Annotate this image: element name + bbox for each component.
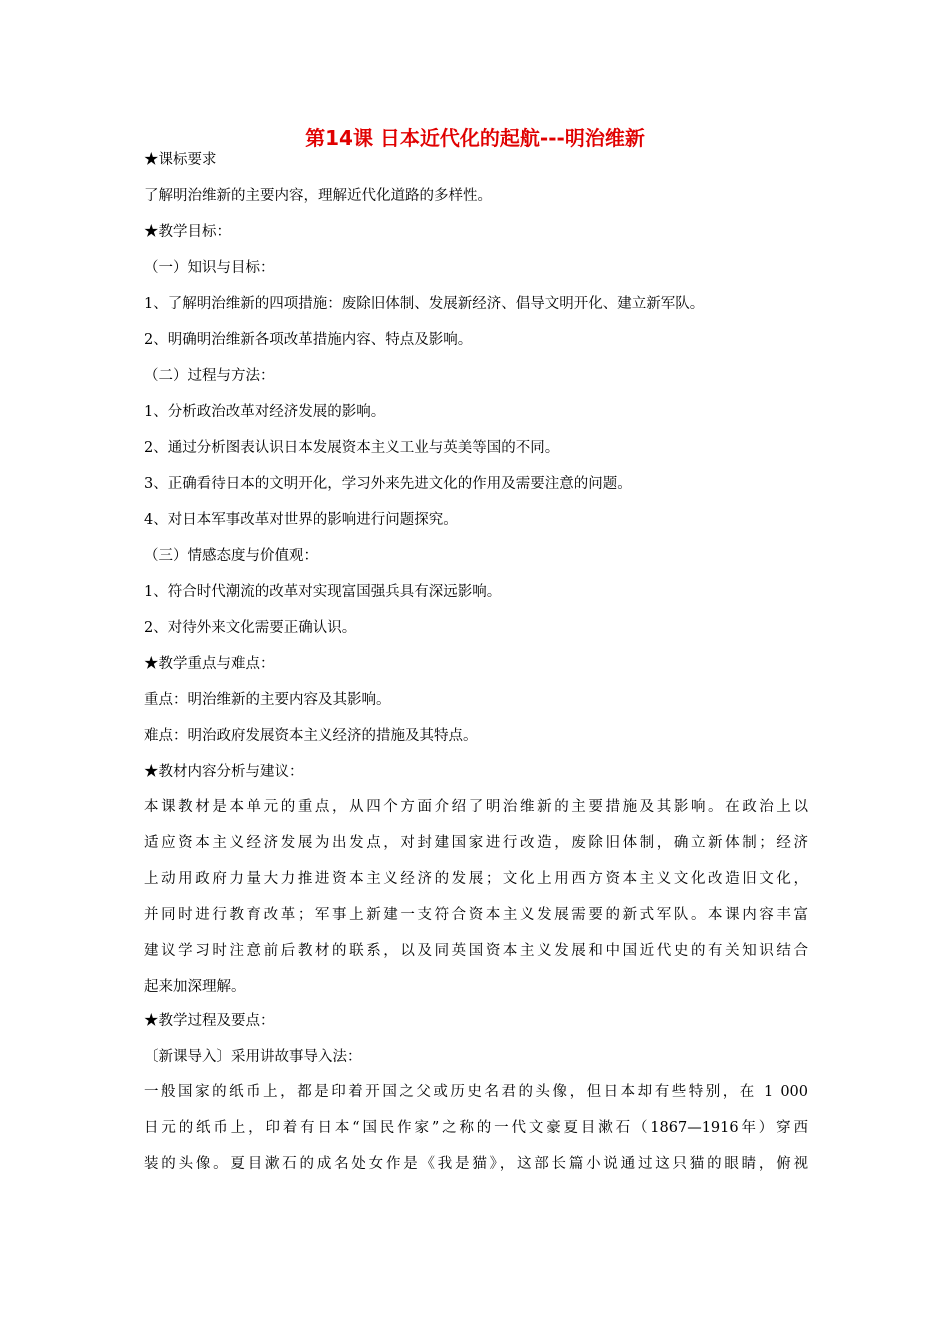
goal1-item: 2、明确明治维新各项改革措施内容、特点及影响。 [144,332,473,348]
document-body [144,150,808,1182]
page-title: 第14课 日本近代化的起航---明治维新 [305,126,645,150]
goal2-item: 1、分析政治改革对经济发展的影响。 [144,404,386,420]
analysis-line: 上动用政府力量大力推进资本主义经济的发展；文化上用西方资本主义文化改造旧文化， [144,871,808,887]
intro-line: 日元的纸币上，印着有日本“国民作家”之称的一代文豪夏目漱石（1867—1916年）穿西 [144,1120,808,1136]
standard-text: 了解明治维新的主要内容，理解近代化道路的多样性。 [144,188,492,204]
analysis-line: 并同时进行教育改革；军事上新建一支符合资本主义发展需要的新式军队。本课内容丰富 [144,907,808,923]
analysis-line: 起来加深理解。 [144,979,246,995]
goal1-heading: （一）知识与目标： [144,260,275,276]
analysis-heading: ★教材内容分析与建议： [144,764,304,780]
standard-heading: ★课标要求 [144,152,217,168]
goal3-item: 2、对待外来文化需要正确认识。 [144,620,357,636]
analysis-line: 本课教材是本单元的重点，从四个方面介绍了明治维新的主要措施及其影响。在政治上以 [144,799,808,815]
difficulty-text: 难点：明治政府发展资本主义经济的措施及其特点。 [144,728,478,744]
intro-line: 装的头像。夏目漱石的成名处女作是《我是猫》，这部长篇小说通过这只猫的眼睛，俯视 [144,1156,808,1172]
intro-line: 一般国家的纸币上，都是印着开国之父或历史名君的头像，但日本却有些特别，在 1 000 [144,1084,808,1100]
analysis-paragraph [144,789,808,1005]
goals-heading: ★教学目标： [144,224,231,240]
goal2-item: 4、对日本军事改革对世界的影响进行问题探究。 [144,512,458,528]
keypoint-text: 重点：明治维新的主要内容及其影响。 [144,692,391,708]
analysis-line: 适应资本主义经济发展为出发点，对封建国家进行改造，废除旧体制，确立新体制；经济 [144,835,808,851]
intro-heading: 〔新课导入〕采用讲故事导入法： [144,1049,362,1065]
goal1-item: 1、了解明治维新的四项措施：废除旧体制、发展新经济、倡导文明开化、建立新军队。 [144,296,705,312]
intro-paragraph [144,1074,808,1182]
goal2-item: 3、正确看待日本的文明开化，学习外来先进文化的作用及需要注意的问题。 [144,476,632,492]
goal3-item: 1、符合时代潮流的改革对实现富国强兵具有深远影响。 [144,584,502,600]
goal3-heading: （三）情感态度与价值观： [144,548,318,564]
goal2-heading: （二）过程与方法： [144,368,275,384]
goal2-item: 2、通过分析图表认识日本发展资本主义工业与英美等国的不同。 [144,440,560,456]
keypoints-heading: ★教学重点与难点： [144,656,275,672]
process-heading: ★教学过程及要点： [144,1013,275,1029]
analysis-line: 建议学习时注意前后教材的联系，以及同英国资本主义发展和中国近代史的有关知识结合 [144,943,808,959]
